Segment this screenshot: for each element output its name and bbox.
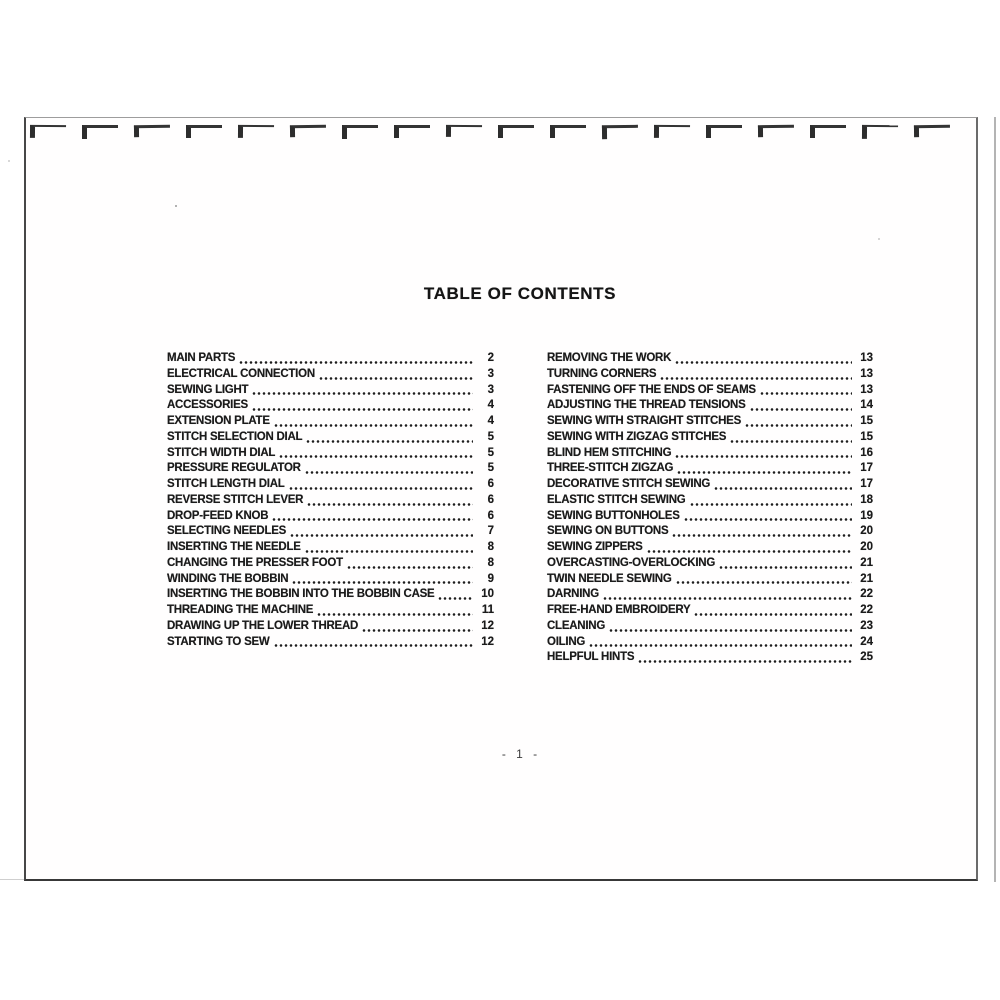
dotted-leader	[609, 619, 852, 635]
toc-row	[547, 635, 873, 651]
toc-entry-page: 22	[860, 588, 873, 601]
toc-entry-label: REVERSE STITCH LEVER	[167, 493, 304, 506]
dotted-leader	[638, 650, 852, 666]
dotted-leader	[290, 524, 473, 540]
toc-entry-label: INSERTING THE NEEDLE	[167, 541, 301, 553]
toc-entry-page: 10	[481, 588, 494, 601]
toc-entry-page: 5	[487, 430, 494, 443]
toc-row	[547, 398, 873, 414]
binding-row	[30, 125, 966, 139]
dotted-leader	[690, 493, 853, 509]
toc-entry-page: 20	[860, 541, 873, 553]
dust-speck	[175, 205, 177, 207]
dotted-leader	[319, 367, 473, 383]
page-edge-shadow	[0, 879, 24, 880]
dust-speck	[8, 160, 10, 162]
toc-entry-label: STARTING TO SEW	[167, 635, 270, 648]
toc-entry-label: SEWING BUTTONHOLES	[547, 509, 680, 522]
toc-entry-label: THREADING THE MACHINE	[167, 604, 314, 616]
toc-entry-page: 2	[487, 352, 494, 364]
toc-entry-page: 5	[487, 446, 494, 459]
toc-entry-page: 15	[860, 415, 873, 427]
dotted-leader	[362, 619, 473, 635]
binding-hook-icon	[862, 125, 898, 139]
toc-row	[167, 603, 494, 619]
toc-entry-page: 8	[487, 541, 494, 553]
dotted-leader	[719, 556, 852, 572]
toc-row	[167, 430, 494, 446]
binding-hook-icon	[498, 125, 534, 138]
binding-hook-icon	[238, 125, 274, 138]
toc-entry-label: DARNING	[547, 588, 599, 601]
toc-entry-label: SELECTING NEEDLES	[167, 525, 287, 538]
toc-entry-page: 17	[860, 462, 873, 475]
dotted-leader	[589, 635, 852, 651]
toc-entry-page: 4	[487, 415, 494, 427]
toc-columns	[167, 351, 873, 666]
binding-hook-icon	[342, 125, 378, 139]
dotted-leader	[317, 603, 473, 619]
toc-row	[547, 509, 873, 525]
toc-row	[167, 572, 494, 588]
toc-entry-page: 19	[860, 509, 873, 522]
toc-row	[547, 524, 873, 540]
toc-entry-label: OILING	[547, 635, 586, 648]
toc-entry-page: 13	[860, 352, 873, 364]
page-edge-line	[994, 117, 996, 882]
toc-row	[167, 509, 494, 525]
dotted-leader	[305, 461, 473, 477]
toc-row	[547, 414, 873, 430]
toc-entry-label: THREE-STITCH ZIGZAG	[547, 462, 674, 475]
dotted-leader	[274, 635, 473, 651]
toc-entry-label: STITCH LENGTH DIAL	[167, 478, 285, 490]
toc-entry-label: ACCESSORIES	[167, 399, 248, 412]
toc-entry-label: REMOVING THE WORK	[547, 352, 672, 364]
toc-row	[547, 477, 873, 493]
toc-entry-page: 6	[487, 493, 494, 506]
toc-entry-label: SEWING WITH ZIGZAG STITCHES	[547, 430, 727, 443]
binding-hook-icon	[82, 125, 118, 139]
toc-row	[167, 619, 494, 635]
binding-hook-icon	[30, 125, 66, 138]
toc-entry-page: 11	[481, 604, 494, 616]
binding-hook-icon	[134, 125, 170, 137]
toc-row	[547, 619, 873, 635]
dotted-leader	[307, 493, 473, 509]
toc-entry-label: HELPFUL HINTS	[547, 651, 635, 664]
binding-hook-icon	[550, 125, 586, 138]
dotted-leader	[252, 398, 473, 414]
toc-entry-label: CHANGING THE PRESSER FOOT	[167, 556, 343, 569]
binding-hook-icon	[654, 125, 690, 138]
binding-hook-icon	[914, 125, 950, 137]
toc-entry-label: CLEANING	[547, 619, 606, 632]
toc-entry-page: 3	[487, 383, 494, 396]
toc-entry-page: 3	[487, 367, 494, 380]
toc-row	[547, 556, 873, 572]
toc-entry-label: FREE-HAND EMBROIDERY	[547, 604, 691, 616]
dotted-leader	[438, 587, 473, 603]
toc-row	[167, 556, 494, 572]
binding-hook-icon	[810, 125, 846, 138]
dotted-leader	[292, 572, 473, 588]
toc-entry-label: TURNING CORNERS	[547, 367, 657, 380]
dust-speck	[878, 238, 880, 240]
toc-row	[547, 351, 873, 367]
toc-entry-page: 16	[860, 446, 873, 459]
dotted-leader	[660, 367, 852, 383]
toc-row	[167, 635, 494, 651]
toc-column-right	[547, 351, 873, 666]
dotted-leader	[677, 461, 852, 477]
dotted-leader	[675, 446, 852, 462]
toc-entry-label: FASTENING OFF THE ENDS OF SEAMS	[547, 383, 756, 396]
toc-entry-page: 7	[487, 525, 494, 538]
toc-row	[167, 446, 494, 462]
toc-entry-label: STITCH WIDTH DIAL	[167, 446, 276, 459]
toc-row	[547, 367, 873, 383]
dotted-leader	[676, 572, 852, 588]
toc-row	[547, 603, 873, 619]
toc-entry-label: SEWING ON BUTTONS	[547, 525, 669, 538]
toc-entry-label: PRESSURE REGULATOR	[167, 462, 301, 475]
toc-row	[167, 383, 494, 399]
toc-entry-page: 14	[860, 399, 873, 412]
toc-row	[547, 493, 873, 509]
toc-entry-label: DECORATIVE STITCH SEWING	[547, 478, 711, 490]
toc-row	[167, 540, 494, 556]
dotted-leader	[603, 587, 852, 603]
toc-row	[547, 446, 873, 462]
toc-entry-label: ELECTRICAL CONNECTION	[167, 367, 315, 380]
toc-row	[167, 493, 494, 509]
binding-hook-icon	[394, 125, 430, 138]
toc-column-left	[167, 351, 494, 666]
binding-hook-icon	[758, 125, 794, 137]
dotted-leader	[750, 398, 853, 414]
toc-row	[167, 414, 494, 430]
toc-row	[547, 383, 873, 399]
toc-entry-label: OVERCASTING-OVERLOCKING	[547, 556, 716, 569]
toc-entry-label: EXTENSION PLATE	[167, 415, 270, 427]
toc-row	[167, 477, 494, 493]
footer-page-number: - 1 -	[501, 747, 539, 761]
dotted-leader	[730, 430, 852, 446]
toc-entry-page: 4	[487, 399, 494, 412]
toc-row	[167, 398, 494, 414]
toc-row	[167, 351, 494, 367]
toc-entry-page: 23	[860, 619, 873, 632]
binding-hook-icon	[290, 125, 326, 137]
dotted-leader	[684, 509, 852, 525]
toc-entry-page: 21	[860, 572, 873, 585]
scanned-manual-page	[24, 117, 978, 881]
dotted-leader	[714, 477, 852, 493]
toc-entry-page: 6	[487, 509, 494, 522]
toc-entry-page: 13	[860, 367, 873, 380]
toc-entry-label: BLIND HEM STITCHING	[547, 446, 672, 459]
dotted-leader	[279, 446, 473, 462]
toc-entry-page: 13	[860, 383, 873, 396]
toc-entry-page: 25	[860, 651, 873, 664]
dotted-leader	[694, 603, 852, 619]
dotted-leader	[647, 540, 852, 556]
dotted-leader	[347, 556, 473, 572]
toc-entry-page: 5	[487, 462, 494, 475]
toc-entry-label: WINDING THE BOBBIN	[167, 572, 289, 585]
toc-row	[547, 540, 873, 556]
dotted-leader	[672, 524, 852, 540]
toc-row	[167, 461, 494, 477]
toc-entry-label: SEWING WITH STRAIGHT STITCHES	[547, 415, 741, 427]
binding-hook-icon	[446, 125, 482, 137]
toc-row	[167, 367, 494, 383]
toc-entry-label: DROP-FEED KNOB	[167, 509, 269, 522]
toc-entry-label: STITCH SELECTION DIAL	[167, 430, 303, 443]
toc-entry-label: DRAWING UP THE LOWER THREAD	[167, 619, 359, 632]
toc-entry-page: 8	[487, 556, 494, 569]
toc-entry-page: 6	[487, 478, 494, 490]
toc-entry-page: 17	[860, 478, 873, 490]
dotted-leader	[760, 383, 852, 399]
toc-entry-page: 22	[860, 604, 873, 616]
toc-entry-page: 18	[860, 493, 873, 506]
toc-entry-page: 20	[860, 525, 873, 538]
page-content	[167, 284, 873, 761]
toc-entry-page: 12	[481, 619, 494, 632]
dotted-leader	[252, 383, 473, 399]
toc-row	[547, 587, 873, 603]
toc-entry-label: TWIN NEEDLE SEWING	[547, 572, 672, 585]
dotted-leader	[306, 430, 473, 446]
page-title: TABLE OF CONTENTS	[423, 284, 617, 303]
dotted-leader	[272, 509, 473, 525]
toc-row	[167, 587, 494, 603]
dotted-leader	[305, 540, 473, 556]
dotted-leader	[289, 477, 473, 493]
toc-entry-page: 12	[481, 635, 494, 648]
binding-hook-icon	[602, 125, 638, 139]
binding-hook-icon	[186, 125, 222, 138]
toc-entry-label: ELASTIC STITCH SEWING	[547, 493, 686, 506]
toc-entry-label: INSERTING THE BOBBIN INTO THE BOBBIN CASE	[167, 588, 435, 601]
toc-entry-page: 9	[487, 572, 494, 585]
toc-entry-label: MAIN PARTS	[167, 352, 236, 364]
toc-entry-label: SEWING ZIPPERS	[547, 541, 643, 553]
toc-entry-label: ADJUSTING THE THREAD TENSIONS	[547, 399, 746, 412]
dotted-leader	[239, 351, 473, 367]
toc-row	[547, 572, 873, 588]
toc-entry-page: 21	[860, 556, 873, 569]
toc-entry-page: 24	[860, 635, 873, 648]
toc-row	[547, 461, 873, 477]
dotted-leader	[274, 414, 473, 430]
toc-row	[547, 430, 873, 446]
toc-entry-page: 15	[860, 430, 873, 443]
toc-row	[167, 524, 494, 540]
toc-entry-label: SEWING LIGHT	[167, 383, 249, 396]
dotted-leader	[745, 414, 852, 430]
toc-row	[547, 650, 873, 666]
binding-hook-icon	[706, 125, 742, 138]
dotted-leader	[675, 351, 852, 367]
dust-speck	[208, 545, 210, 546]
